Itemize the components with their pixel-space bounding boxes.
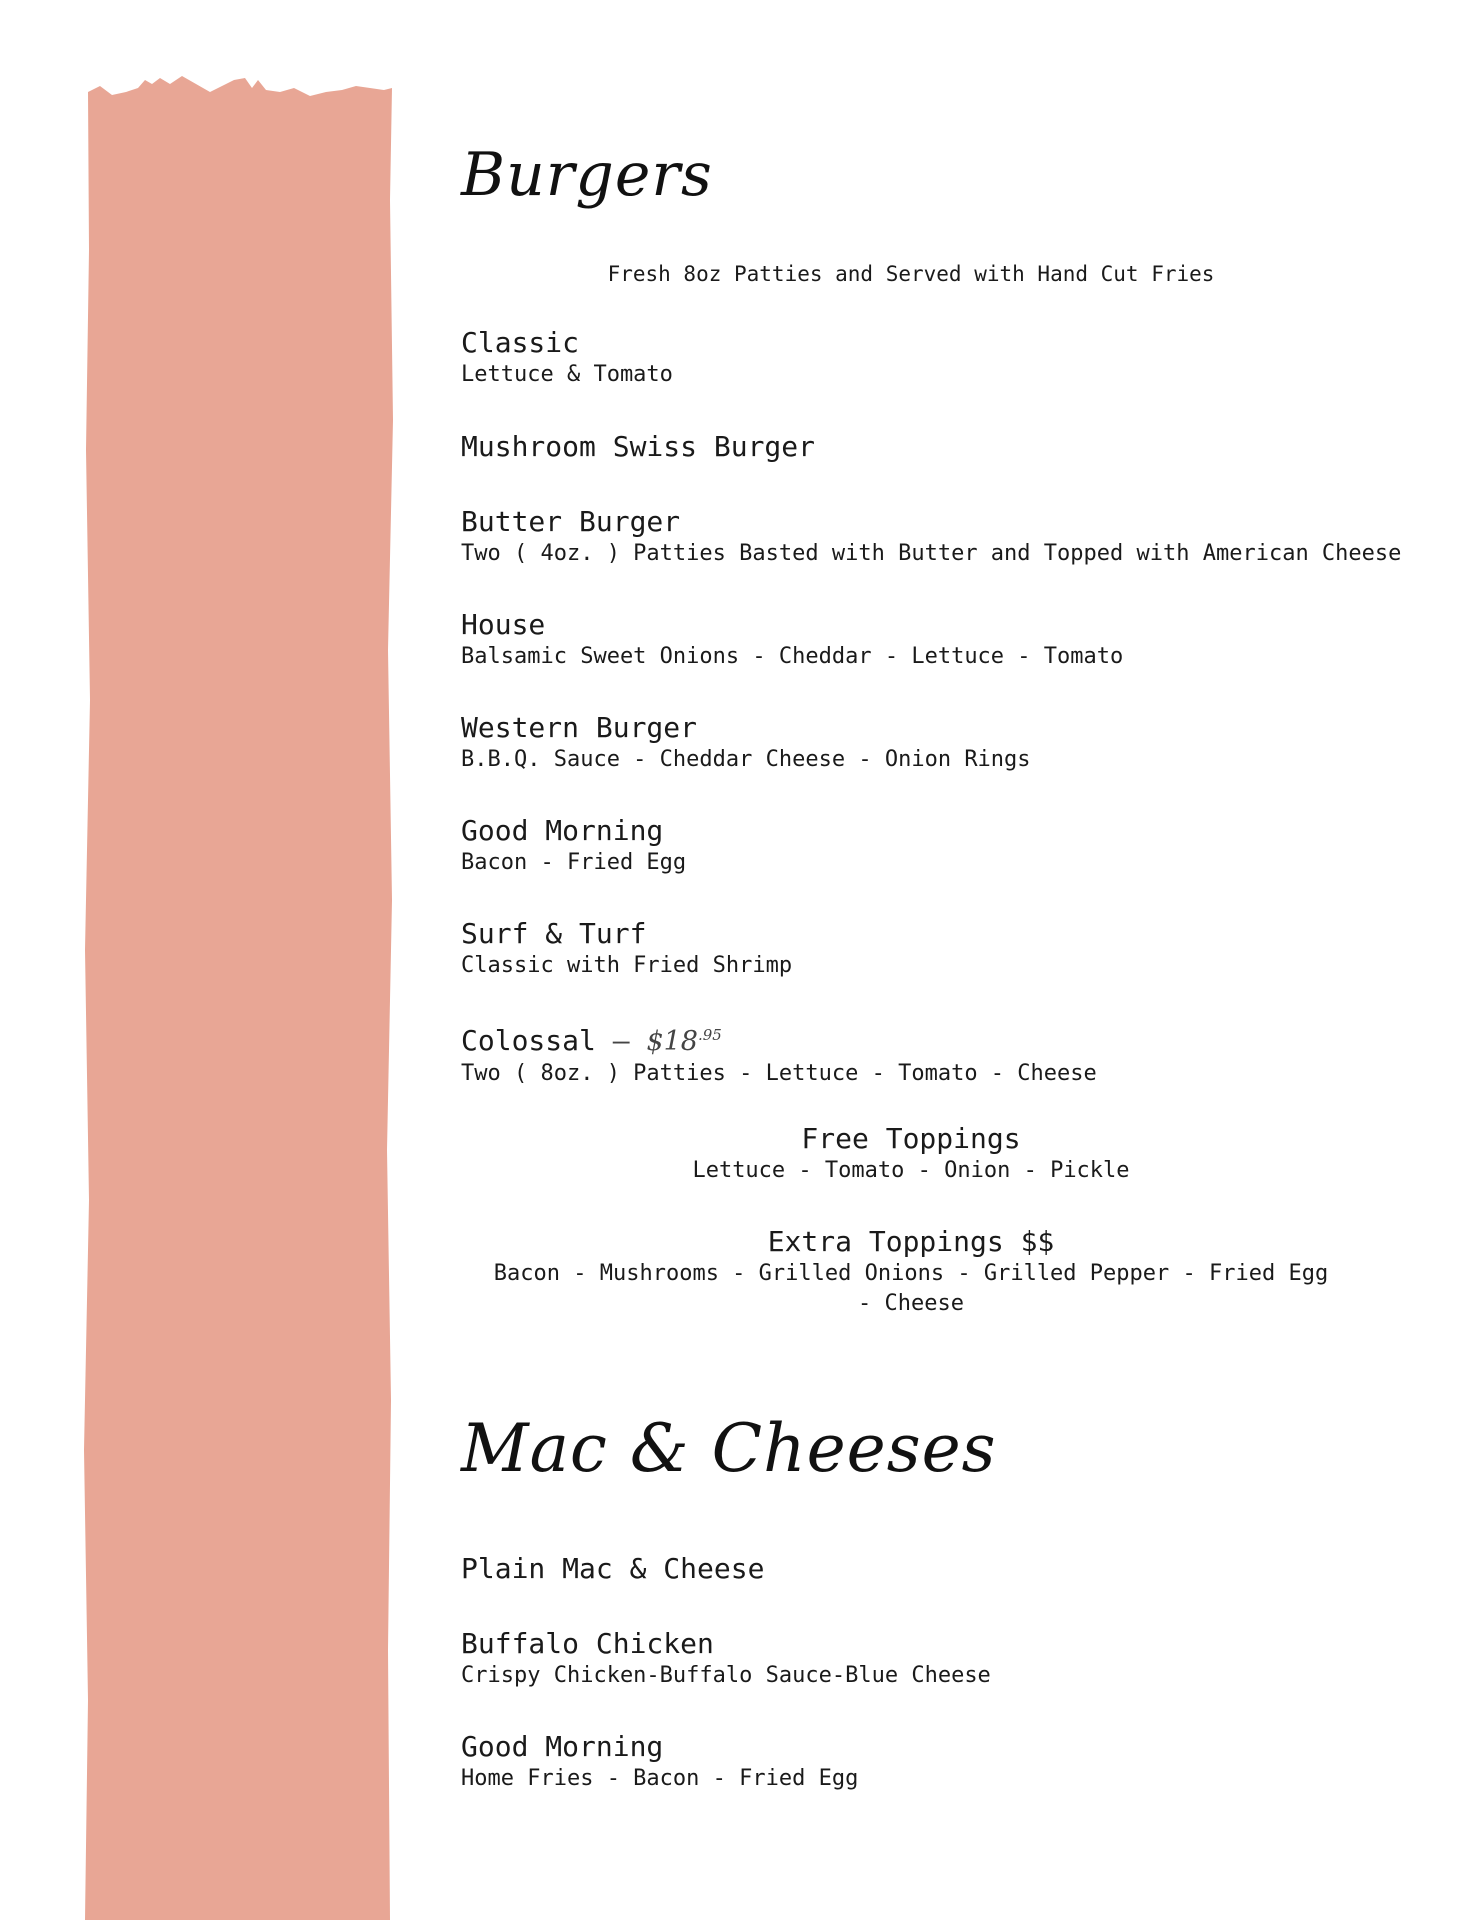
item-name [461,1018,1361,1059]
menu-item [461,505,1402,569]
menu-item [461,1627,1361,1691]
extra-toppings-list: Bacon - Mushrooms - Grilled Onions - Grilled Pepper - Fried Egg - Cheese [493,1261,1329,1316]
item-description: Two ( 4oz. ) Patties Basted with Butter and Topped with American Cheese [461,541,1402,566]
price-dash: — [612,1024,630,1057]
item-name: Buffalo Chicken [461,1627,714,1660]
item-description: Home Fries - Bacon - Fried Egg [461,1766,859,1791]
menu-item [461,1552,1361,1586]
menu-item [461,711,1361,775]
item-name: Western Burger [461,711,698,744]
section-title-burgers: Burgers [461,140,713,210]
item-name: Plain Mac & Cheese [461,1552,765,1585]
menu-item [461,608,1361,672]
item-name: Classic [461,326,580,359]
free-toppings-title: Free Toppings [801,1122,1021,1155]
item-name: House [461,608,546,641]
paint-stripe-shape [84,76,393,1920]
decorative-paint-stripe [0,0,420,1920]
item-description: Two ( 8oz. ) Patties - Lettuce - Tomato - Cheese [461,1061,1097,1086]
item-name: Mushroom Swiss Burger [461,430,816,463]
extra-toppings [461,1225,1361,1319]
free-toppings [461,1122,1361,1186]
menu-item [461,917,1361,981]
item-name: Butter Burger [461,505,681,538]
extra-toppings-title: Extra Toppings $$ [767,1225,1055,1258]
item-name: Good Morning [461,814,664,847]
burgers-subtitle: Fresh 8oz Patties and Served with Hand Cut Fries [607,262,1215,286]
item-price [646,1026,721,1057]
item-description: Classic with Fried Shrimp [461,953,793,978]
price-dollars: $18 [646,1026,698,1057]
item-name-text: Colossal [461,1024,596,1057]
menu-item [461,326,1361,390]
menu-item [461,814,1361,878]
menu-item [461,1018,1361,1089]
item-description: Lettuce & Tomato [461,362,673,387]
menu-item [461,1730,1361,1794]
item-description: Crispy Chicken-Buffalo Sauce-Blue Cheese [461,1663,991,1688]
menu-item [461,430,1361,464]
section-title-mac-cheeses: Mac & Cheeses [461,1410,997,1487]
item-name: Good Morning [461,1730,664,1763]
item-name: Surf & Turf [461,917,647,950]
price-cents: .95 [697,1026,722,1044]
free-toppings-list: Lettuce - Tomato - Onion - Pickle [692,1158,1130,1183]
item-description: Bacon - Fried Egg [461,850,687,875]
item-description: B.B.Q. Sauce - Cheddar Cheese - Onion Rings [461,747,1031,772]
item-description: Balsamic Sweet Onions - Cheddar - Lettuce - Tomato [461,644,1124,669]
